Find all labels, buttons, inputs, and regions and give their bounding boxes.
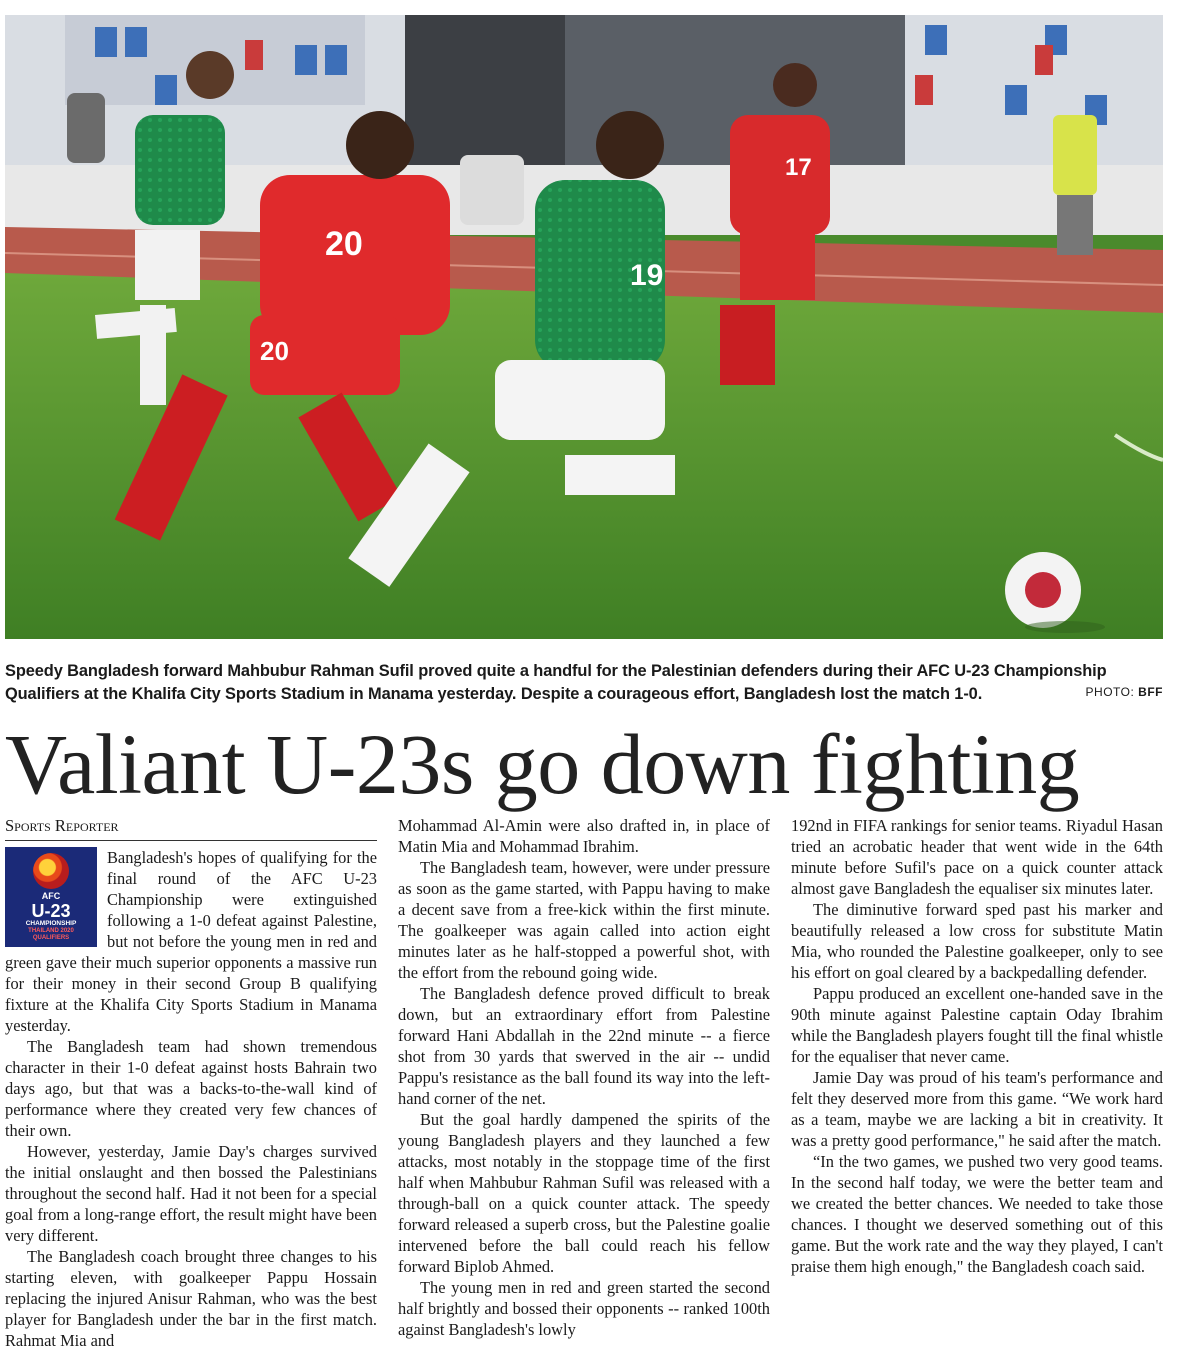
photo-caption bbox=[5, 660, 1163, 706]
logo-line-4: THAILAND 2020 bbox=[28, 928, 74, 934]
article-column-2 bbox=[398, 815, 770, 1360]
logo-line-3: CHAMPIONSHIP bbox=[25, 920, 77, 927]
paragraph: Mohammad Al-Amin were also drafted in, in place of Matin Mia and Mohammad Ibrahim. bbox=[398, 816, 770, 856]
paragraph: 192nd in FIFA rankings for senior teams. Riyadul Hasan tried an acrobatic header that went wide in the 64th minute before Sufil's pace on a quick counter attack almost gave Bangladesh the equaliser six minutes later. bbox=[791, 816, 1163, 898]
paragraph: However, yesterday, Jamie Day's charges survived the initial onslaught and then bossed the Palestinians throughout the second half. Had it not been for a special goal from a long-range effort, the result might have been very different. bbox=[5, 1142, 377, 1245]
article-column-1 bbox=[5, 815, 377, 1360]
jersey-number: 20 bbox=[325, 225, 363, 263]
headline: Valiant U-23s go down fighting bbox=[5, 716, 1080, 812]
match-photo-illustration bbox=[5, 15, 1163, 639]
paragraph: The Bangladesh team, however, were under pressure as soon as the game started, with Pappu having to make a decent save from a free-kick within the first minute. The goalkeeper was again called into action eight minutes later as he half-stopped a powerful shot, with the effort from the rebound going wide. bbox=[398, 858, 770, 982]
photo-credit bbox=[1086, 681, 1163, 704]
caption-text: Speedy Bangladesh forward Mahbubur Rahman Sufil proved quite a handful for the Palestinian defenders during their AFC U-23 Championship Qualifiers at the Khalifa City Sports Stadium in Manama yesterday. Despite a courageous effort, Bangladesh lost the match 1-0. bbox=[5, 662, 1107, 703]
paragraph: Jamie Day was proud of his team's performance and felt they deserved more from this game. “We work hard as a team, maybe we are lacking a bit in creativity. It was a pretty good performance," he said after the match. bbox=[791, 1068, 1163, 1150]
paragraph: The Bangladesh defence proved difficult to break down, but an extraordinary effort from Palestine forward Hani Abdallah in the 22nd minute -- a fierce shot from 30 yards that swerved in the air -- undid Pappu's resistance as the ball found its way into the left-hand corner of the net. bbox=[398, 984, 770, 1108]
logo-line-1: AFC bbox=[41, 891, 61, 901]
paragraph: But the goal hardly dampened the spirits of the young Bangladesh players and they launched a few attacks, most notably in the stoppage time of the first half when Mahbubur Rahman Sufil was released with a through-ball on a quick counter attack. The speedy forward released a superb cross, but the Palestine goalie intervened before the ball could reach his fellow forward Biplob Ahmed. bbox=[398, 1110, 770, 1276]
byline: Sports Reporter bbox=[5, 815, 377, 841]
photo-credit-label: PHOTO: bbox=[1085, 685, 1135, 699]
paragraph: “In the two games, we pushed two very good teams. In the second half today, we were the better team and we created the better chances. We needed to take those chances. I thought we deserved something out of this game. But the work rate and the way they played, I can't praise them high enough," the Bangladesh coach said. bbox=[791, 1152, 1163, 1276]
paragraph: The Bangladesh team had shown tremendous character in their 1-0 defeat against hosts Bahrain two days ago, but that was a backs-to-the-wall kind of performance where they created very few chances of their own. bbox=[5, 1037, 377, 1140]
paragraph: Pappu produced an excellent one-handed save in the 90th minute against Palestine captain Oday Ibrahim while the Bangladesh players fought till the final whistle for the equaliser that never came. bbox=[791, 984, 1163, 1066]
jersey-number: 17 bbox=[785, 154, 812, 181]
paragraph: The Bangladesh coach brought three changes to his starting eleven, with goalkeeper Pappu Hossain replacing the injured Anisur Rahman, who was the best player for Bangladesh under the bar in the first match. Rahmat Mia and bbox=[5, 1247, 377, 1350]
logo-line-5: QUALIFIERS bbox=[32, 935, 70, 941]
photo-credit-source: BFF bbox=[1138, 685, 1163, 699]
logo-line-2: U-23 bbox=[31, 901, 71, 921]
afc-u23-logo bbox=[5, 847, 97, 947]
paragraph: Bangladesh's hopes of qualifying for the final round of the AFC U-23 Championship were extinguished following a 1-0 defeat against Palestine, but not before the young men in red and green gave their much superior opponents a massive run for their money in their second Group B qualifying fixture at the Khalifa City Sports Stadium in Manama yesterday. bbox=[5, 848, 377, 1035]
paragraph: The diminutive forward sped past his marker and beautifully released a low cross for substitute Matin Mia, who rounded the Palestine goalkeeper, only to see his effort on goal cleared by a backpedalling defender. bbox=[791, 900, 1163, 982]
match-photo bbox=[5, 15, 1163, 639]
jersey-number: 20 bbox=[260, 336, 289, 366]
article-column-3 bbox=[791, 815, 1163, 1360]
jersey-number: 19 bbox=[630, 259, 664, 292]
paragraph: The young men in red and green started the second half brightly and bossed their opponents -- ranked 100th against Bangladesh's lowly bbox=[398, 1278, 770, 1339]
afc-ball-icon bbox=[33, 853, 69, 889]
